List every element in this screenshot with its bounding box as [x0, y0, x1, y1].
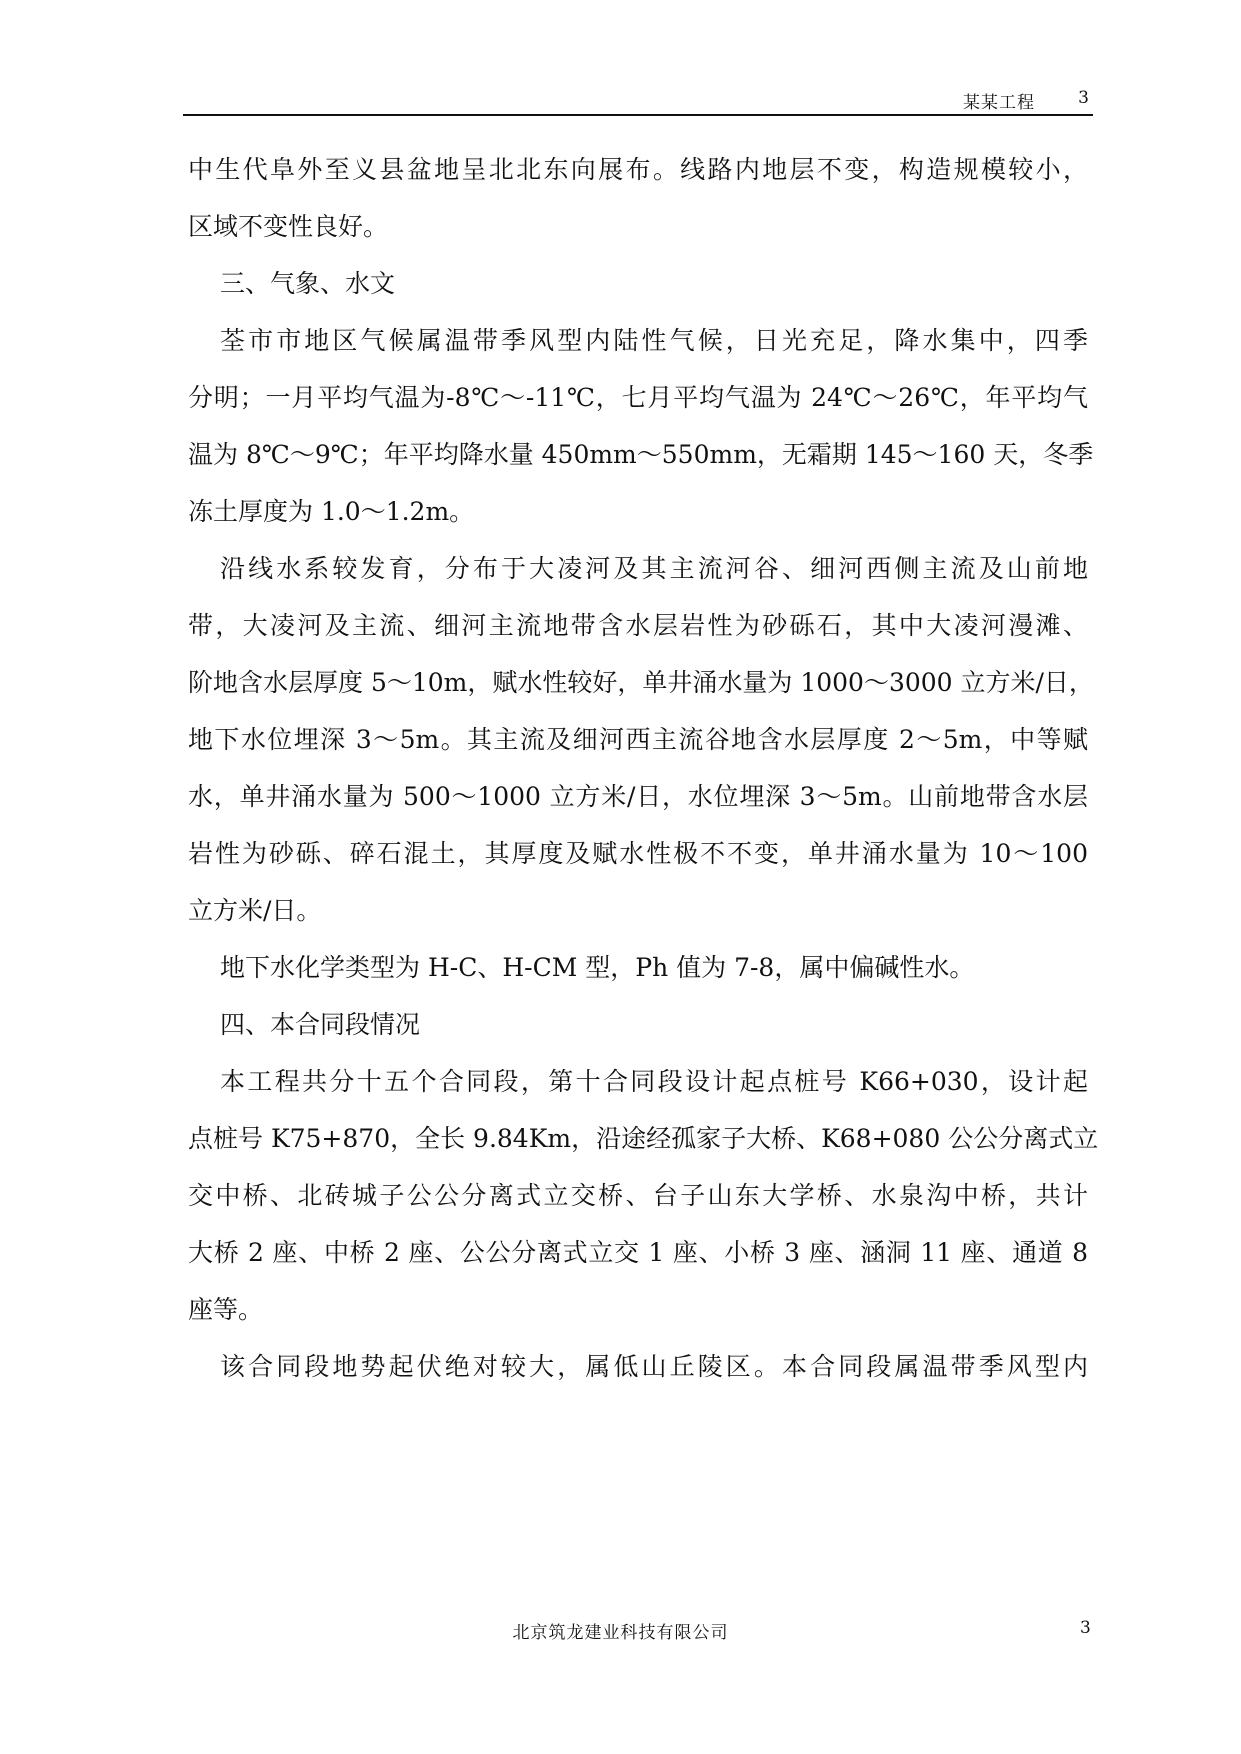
footer-company: 北京筑龙建业科技有限公司: [512, 1623, 729, 1643]
paragraph-line: 大桥 2 座、中桥 2 座、公公分离式立交 1 座、小桥 3 座、涵洞 11 座、通道 8: [188, 1238, 1088, 1267]
page-header: [183, 84, 1093, 114]
paragraph-line: 阶地含水层厚度 5～10m，赋水性较好，单井涌水量为 1000～3000 立方米/日，: [188, 668, 1094, 697]
paragraph-line: 中生代阜外至义县盆地呈北北东向展布。线路内地层不变，构造规模较小，: [188, 155, 1088, 184]
footer-page-number: 3: [1080, 1618, 1091, 1638]
paragraph-line: 本工程共分十五个合同段，第十合同段设计起点桩号 K66+030，设计起: [220, 1067, 1088, 1096]
paragraph-line: 分明；一月平均气温为-8℃～-11℃，七月平均气温为 24℃～26℃，年平均气: [188, 383, 1088, 412]
paragraph-line: 交中桥、北砖城子公公分离式立交桥、台子山东大学桥、水泉沟中桥，共计: [188, 1181, 1088, 1210]
paragraph-line: 该合同段地势起伏绝对较大，属低山丘陵区。本合同段属温带季风型内: [220, 1352, 1088, 1381]
paragraph-line: 地下水位埋深 3～5m。其主流及细河西主流谷地含水层厚度 2～5m，中等赋: [188, 725, 1088, 754]
paragraph-line: 温为 8℃～9℃；年平均降水量 450mm～550mm，无霜期 145～160 天，冬季: [188, 440, 1094, 469]
paragraph-line: 座等。: [188, 1295, 264, 1324]
paragraph-line: 带，大凌河及主流、细河主流地带含水层岩性为砂砾石，其中大凌河漫滩、: [188, 611, 1088, 640]
paragraph-line: 地下水化学类型为 H-C、H-CM 型，Ph 值为 7-8，属中偏碱性水。: [220, 953, 975, 982]
paragraph-line: 水，单井涌水量为 500～1000 立方米/日，水位埋深 3～5m。山前地带含水层: [188, 782, 1088, 811]
paragraph-line: 岩性为砂砾、碎石混土，其厚度及赋水性极不不变，单井涌水量为 10～100: [188, 839, 1088, 868]
section-heading: 三、气象、水文: [220, 269, 396, 298]
paragraph-line: 立方米/日。: [188, 896, 322, 925]
paragraph-line: 区域不变性良好。: [188, 212, 389, 241]
header-divider: [183, 114, 1093, 116]
header-title: 某某工程: [963, 93, 1035, 113]
paragraph-line: 冻土厚度为 1.0～1.2m。: [188, 497, 475, 526]
paragraph-line: 点桩号 K75+870，全长 9.84Km，沿途经孤家子大桥、K68+080 公公分离式立: [188, 1124, 1099, 1153]
paragraph-line: 荃市市地区气候属温带季风型内陆性气候，日光充足，降水集中，四季: [220, 326, 1088, 355]
section-heading: 四、本合同段情况: [220, 1010, 421, 1039]
header-page-number: 3: [1078, 88, 1089, 108]
paragraph-line: 沿线水系较发育，分布于大凌河及其主流河谷、细河西侧主流及山前地: [220, 554, 1088, 583]
